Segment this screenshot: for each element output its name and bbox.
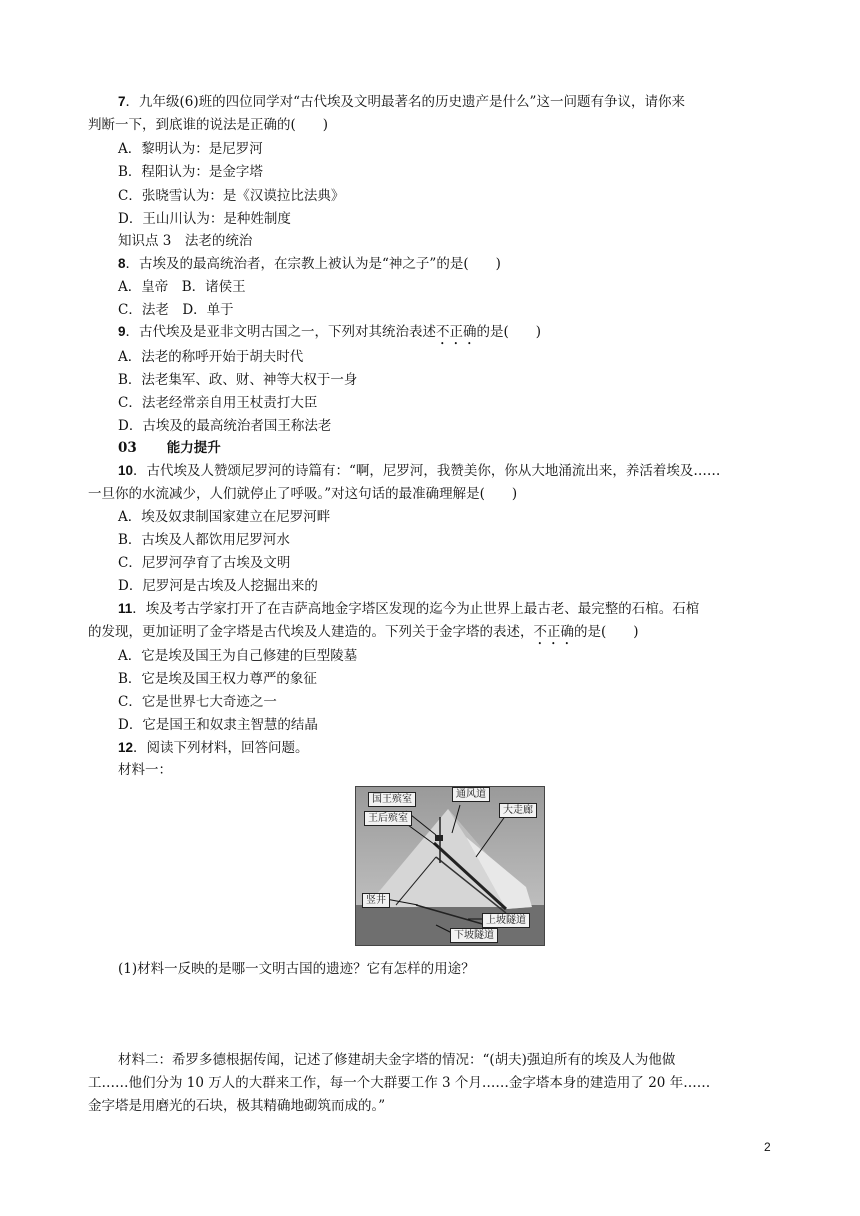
- q9-text: 9．古代埃及是亚非文明古国之一，下列对其统治表述不正确的是( ): [118, 324, 542, 340]
- knowledge-point-heading: 知识点 3 法老的统治: [118, 233, 253, 249]
- label-queen-chamber: 王后殡室: [364, 811, 412, 826]
- q7-line2: 判断一下，到底谁的说法是正确的( ): [88, 117, 329, 133]
- q12-text: 12．阅读下列材料，回答问题。: [118, 740, 309, 756]
- q10-line2: 一旦你的水流减少，人们就停止了呼吸。”对这句话的最准确理解是( ): [88, 486, 518, 502]
- label-ascending-passage: 上坡隧道: [482, 913, 530, 928]
- q10-line1: 10．古代埃及人赞颂尼罗河的诗篇有：“啊，尼罗河，我赞美你，你从大地涌流出来，养活着埃及……: [118, 463, 721, 479]
- q7-option-d: D．王山川认为：是种姓制度: [118, 211, 291, 227]
- q11-option-a: A．它是埃及国王为自己修建的巨型陵墓: [118, 648, 358, 664]
- label-grand-gallery: 大走廊: [499, 803, 537, 818]
- q11-option-c: C．它是世界七大奇迹之一: [118, 694, 277, 710]
- label-shaft: 竖井: [362, 893, 390, 908]
- q7-line1: 7．九年级(6)班的四位同学对“古代埃及文明最著名的历史遗产是什么”这一问题有争议，请你来: [118, 94, 685, 110]
- label-king-chamber: 国王殡室: [368, 792, 416, 807]
- q9-option-d: D．古埃及的最高统治者国王称法老: [118, 418, 332, 434]
- q12-subquestion-1: (1)材料一反映的是哪一文明古国的遗迹？它有怎样的用途？: [118, 961, 475, 977]
- q10-option-a: A．埃及奴隶制国家建立在尼罗河畔: [118, 509, 331, 525]
- q11-option-d: D．它是国王和奴隶主智慧的结晶: [118, 717, 318, 733]
- material-two-line3: 金字塔是用磨光的石块，极其精确地砌筑而成的。”: [88, 1098, 386, 1114]
- q10-option-d: D．尼罗河是古埃及人挖掘出来的: [118, 578, 318, 594]
- q7-option-c: C．张晓雪认为：是《汉谟拉比法典》: [118, 188, 345, 204]
- q9-option-a: A．法老的称呼开始于胡夫时代: [118, 349, 304, 365]
- label-ventilation-shaft: 通风道: [452, 787, 490, 802]
- q11-line2: 的发现，更加证明了金字塔是古代埃及人建造的。下列关于金字塔的表述，不正确的是( ): [88, 624, 639, 640]
- material-two-line2: 工……他们分为 10 万人的大群来工作，每一个大群要工作 3 个月……金字塔本身的建造用了 20 年……: [88, 1075, 711, 1091]
- q7-option-b: B．程阳认为：是金字塔: [118, 164, 263, 180]
- q10-option-b: B．古埃及人都饮用尼罗河水: [118, 532, 290, 548]
- pyramid-cross-section-figure: [355, 786, 545, 946]
- q8-options-ab: A．皇帝 B．诸侯王: [118, 279, 246, 295]
- q11-line1: 11．埃及考古学家打开了在吉萨高地金字塔区发现的迄今为止世界上最古老、最完整的石棺。石棺: [118, 601, 700, 617]
- q8-options-cd: C．法老 D．单于: [118, 302, 234, 318]
- q9-option-c: C．法老经常亲自用王杖责打大臣: [118, 395, 318, 411]
- material-two-line1: 材料二：希罗多德根据传闻，记述了修建胡夫金字塔的情况：“(胡夫)强迫所有的埃及人为他做: [118, 1052, 676, 1068]
- q9-option-b: B．法老集军、政、财、神等大权于一身: [118, 372, 358, 388]
- q7-option-a: A．黎明认为：是尼罗河: [118, 141, 263, 157]
- section-heading: 03 能力提升: [118, 440, 221, 456]
- q10-option-c: C．尼罗河孕育了古埃及文明: [118, 555, 291, 571]
- label-descending-passage: 下坡隧道: [450, 928, 498, 943]
- q8-text: 8．古埃及的最高统治者，在宗教上被认为是“神之子”的是( ): [118, 256, 501, 272]
- page-number: 2: [764, 1140, 771, 1154]
- q11-option-b: B．它是埃及国王权力尊严的象征: [118, 671, 317, 687]
- material-one-label: 材料一：: [118, 762, 172, 778]
